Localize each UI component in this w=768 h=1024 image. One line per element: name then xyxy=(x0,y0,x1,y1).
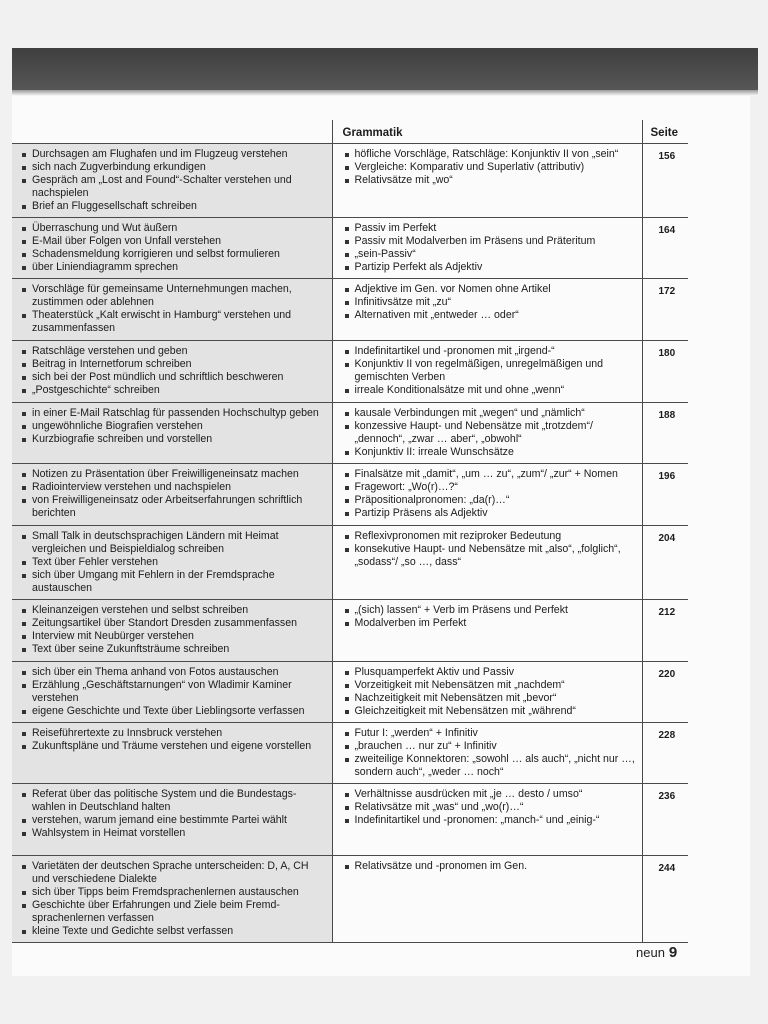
topic-item: Brief an Fluggesellschaft schreiben xyxy=(20,200,328,213)
topic-item: Radiointerview verstehen und nachspielen xyxy=(20,481,328,494)
grammar-item: Konjunktiv II von regelmäßigen, unregelmäßigen und gemischten Verben xyxy=(343,358,638,384)
grammar-item: Modalverben im Perfekt xyxy=(343,617,638,630)
topic-item: Zeitungsartikel über Standort Dresden zusammenfassen xyxy=(20,617,328,630)
table-of-contents xyxy=(12,120,688,943)
grammar-item: Vorzeitigkeit mit Nebensätzen mit „nachdem“ xyxy=(343,679,638,692)
table-header-row xyxy=(12,120,688,144)
table-row xyxy=(12,464,688,526)
grammar-list xyxy=(343,148,638,187)
grammar-item: Infinitivsätze mit „zu“ xyxy=(343,296,638,309)
grammar-item: Nachzeitigkeit mit Nebensätzen mit „bevor“ xyxy=(343,692,638,705)
grammar-list xyxy=(343,788,638,827)
grammar-list xyxy=(343,283,638,322)
topics-list xyxy=(20,788,328,840)
table-row xyxy=(12,341,688,403)
topic-item: Text über Fehler verstehen xyxy=(20,556,328,569)
page-top-shadow xyxy=(12,90,758,96)
topic-item: Varietäten der deutschen Sprache unterscheiden: D, A, CH und verschiedene Dialekte xyxy=(20,860,328,886)
grammar-list xyxy=(343,860,638,873)
topic-item: Gespräch am „Lost and Found“-Schalter verstehen und nachspielen xyxy=(20,174,328,200)
grammar-item: Futur I: „werden“ + Infinitiv xyxy=(343,727,638,740)
topics-list xyxy=(20,222,328,274)
grammar-item: Adjektive im Gen. vor Nomen ohne Artikel xyxy=(343,283,638,296)
page-number-word: neun xyxy=(636,945,665,960)
topic-item: Text über seine Zukunftsträume schreiben xyxy=(20,643,328,656)
topic-item: Kurzbiografie schreiben und vorstellen xyxy=(20,433,328,446)
topic-item: Erzählung „Geschäftstarnungen“ von Wladimir Kaminer verstehen xyxy=(20,679,328,705)
topics-list xyxy=(20,148,328,213)
topic-item: Notizen zu Präsentation über Freiwilligeneinsatz machen xyxy=(20,468,328,481)
table-row xyxy=(12,403,688,464)
grammar-item: Passiv mit Modalverben im Präsens und Präteritum xyxy=(343,235,638,248)
topics-list xyxy=(20,727,328,753)
grammar-item: Relativsätze mit „was“ und „wo(r)…“ xyxy=(343,801,638,814)
grammar-item: „(sich) lassen“ + Verb im Präsens und Perfekt xyxy=(343,604,638,617)
topics-cell xyxy=(12,279,332,341)
page-number-cell: 236 xyxy=(642,784,688,856)
grammar-cell xyxy=(332,218,642,279)
grammar-item: konsekutive Haupt- und Nebensätze mit „also“, „folglich“, „sodass“/ „so …, dass“ xyxy=(343,543,638,569)
header-page: Seite xyxy=(642,120,688,144)
topic-item: Geschichte über Erfahrungen und Ziele beim Fremd-sprachenlernen verfassen xyxy=(20,899,328,925)
grammar-cell xyxy=(332,856,642,943)
grammar-item: Fragewort: „Wo(r)…?“ xyxy=(343,481,638,494)
topic-item: Zukunftspläne und Träume verstehen und eigene vorstellen xyxy=(20,740,328,753)
grammar-item: Vergleiche: Komparativ und Superlativ (attributiv) xyxy=(343,161,638,174)
grammar-item: Indefinitartikel und -pronomen mit „irgend-“ xyxy=(343,345,638,358)
grammar-cell xyxy=(332,723,642,784)
grammar-list xyxy=(343,345,638,397)
page-number-cell: 220 xyxy=(642,662,688,723)
grammar-list xyxy=(343,407,638,459)
topic-item: Referat über das politische System und die Bundestags-wahlen in Deutschland halten xyxy=(20,788,328,814)
table-body xyxy=(12,144,688,943)
topic-item: sich über Umgang mit Fehlern in der Fremdsprache austauschen xyxy=(20,569,328,595)
grammar-cell xyxy=(332,341,642,403)
grammar-cell xyxy=(332,144,642,218)
page-number-cell: 188 xyxy=(642,403,688,464)
topic-item: sich nach Zugverbindung erkundigen xyxy=(20,161,328,174)
grammar-cell xyxy=(332,784,642,856)
grammar-list xyxy=(343,604,638,630)
page-number: 9 xyxy=(668,944,678,961)
topics-cell xyxy=(12,723,332,784)
topic-item: über Liniendiagramm sprechen xyxy=(20,261,328,274)
grammar-item: Passiv im Perfekt xyxy=(343,222,638,235)
grammar-item: Partizip Präsens als Adjektiv xyxy=(343,507,638,520)
topic-item: Beitrag in Internetforum schreiben xyxy=(20,358,328,371)
topics-cell xyxy=(12,600,332,662)
table-row xyxy=(12,856,688,943)
topic-item: ungewöhnliche Biografien verstehen xyxy=(20,420,328,433)
topics-list xyxy=(20,604,328,656)
topic-item: Kleinanzeigen verstehen und selbst schreiben xyxy=(20,604,328,617)
topic-item: Schadensmeldung korrigieren und selbst formulieren xyxy=(20,248,328,261)
grammar-item: Alternativen mit „entweder … oder“ xyxy=(343,309,638,322)
topic-item: Wahlsystem in Heimat vorstellen xyxy=(20,827,328,840)
topic-item: eigene Geschichte und Texte über Lieblingsorte verfassen xyxy=(20,705,328,718)
topics-cell xyxy=(12,144,332,218)
topic-item: Theaterstück „Kalt erwischt in Hamburg“ verstehen und zusammenfassen xyxy=(20,309,328,335)
topic-item: kleine Texte und Gedichte selbst verfassen xyxy=(20,925,328,938)
topic-item: Reiseführertexte zu Innsbruck verstehen xyxy=(20,727,328,740)
topics-list xyxy=(20,345,328,397)
grammar-item: Indefinitartikel und -pronomen: „manch-“ und „einig-“ xyxy=(343,814,638,827)
topics-list xyxy=(20,530,328,595)
topic-item: sich über Tipps beim Fremdsprachenlernen austauschen xyxy=(20,886,328,899)
topics-cell xyxy=(12,218,332,279)
topic-item: Vorschläge für gemeinsame Unternehmungen machen, zustimmen oder ablehnen xyxy=(20,283,328,309)
grammar-item: Verhältnisse ausdrücken mit „je … desto / umso“ xyxy=(343,788,638,801)
table-row xyxy=(12,600,688,662)
grammar-item: irreale Konditionalsätze mit und ohne „wenn“ xyxy=(343,384,638,397)
grammar-item: Präpositionalpronomen: „da(r)…“ xyxy=(343,494,638,507)
grammar-cell xyxy=(332,464,642,526)
topics-cell xyxy=(12,526,332,600)
header-grammar: Grammatik xyxy=(332,120,642,144)
topics-cell xyxy=(12,341,332,403)
grammar-item: kausale Verbindungen mit „wegen“ und „nämlich“ xyxy=(343,407,638,420)
topics-list xyxy=(20,468,328,520)
grammar-list xyxy=(343,468,638,520)
page-number-cell: 204 xyxy=(642,526,688,600)
topic-item: Durchsagen am Flughafen und im Flugzeug verstehen xyxy=(20,148,328,161)
grammar-list xyxy=(343,727,638,779)
grammar-item: Finalsätze mit „damit“, „um … zu“, „zum“/ „zur“ + Nomen xyxy=(343,468,638,481)
grammar-cell xyxy=(332,403,642,464)
grammar-item: höfliche Vorschläge, Ratschläge: Konjunktiv II von „sein“ xyxy=(343,148,638,161)
grammar-list xyxy=(343,222,638,274)
topic-item: „Postgeschichte“ schreiben xyxy=(20,384,328,397)
grammar-item: „brauchen … nur zu“ + Infinitiv xyxy=(343,740,638,753)
table-row xyxy=(12,526,688,600)
page-top-band xyxy=(12,48,758,90)
grammar-item: Konjunktiv II: irreale Wunschsätze xyxy=(343,446,638,459)
topic-item: Ratschläge verstehen und geben xyxy=(20,345,328,358)
topic-item: sich über ein Thema anhand von Fotos austauschen xyxy=(20,666,328,679)
grammar-cell xyxy=(332,526,642,600)
topic-item: in einer E-Mail Ratschlag für passenden Hochschultyp geben xyxy=(20,407,328,420)
topic-item: verstehen, warum jemand eine bestimmte Partei wählt xyxy=(20,814,328,827)
topics-list xyxy=(20,407,328,446)
page-number-cell: 164 xyxy=(642,218,688,279)
topic-item: Überraschung und Wut äußern xyxy=(20,222,328,235)
grammar-item: Gleichzeitigkeit mit Nebensätzen mit „während“ xyxy=(343,705,638,718)
topics-list xyxy=(20,283,328,335)
table-row xyxy=(12,784,688,856)
grammar-item: Plusquamperfekt Aktiv und Passiv xyxy=(343,666,638,679)
topics-cell xyxy=(12,403,332,464)
grammar-cell xyxy=(332,662,642,723)
page-number-cell: 212 xyxy=(642,600,688,662)
topic-item: von Freiwilligeneinsatz oder Arbeitserfahrungen schriftlich berichten xyxy=(20,494,328,520)
grammar-cell xyxy=(332,600,642,662)
table-row xyxy=(12,662,688,723)
topics-cell xyxy=(12,464,332,526)
topic-item: Interview mit Neubürger verstehen xyxy=(20,630,328,643)
grammar-item: Relativsätze und -pronomen im Gen. xyxy=(343,860,638,873)
table-row xyxy=(12,144,688,218)
page-number-cell: 172 xyxy=(642,279,688,341)
page-number-cell: 244 xyxy=(642,856,688,943)
page-number-cell: 156 xyxy=(642,144,688,218)
page-footer xyxy=(636,944,677,961)
topic-item: sich bei der Post mündlich und schriftlich beschweren xyxy=(20,371,328,384)
page-number-cell: 228 xyxy=(642,723,688,784)
grammar-item: „sein-Passiv“ xyxy=(343,248,638,261)
page-number-cell: 180 xyxy=(642,341,688,403)
grammar-item: Reflexivpronomen mit reziproker Bedeutung xyxy=(343,530,638,543)
topics-cell xyxy=(12,784,332,856)
grammar-list xyxy=(343,530,638,569)
topic-item: Small Talk in deutschsprachigen Ländern mit Heimat vergleichen und Beispieldialog schreiben xyxy=(20,530,328,556)
grammar-list xyxy=(343,666,638,718)
topics-cell xyxy=(12,856,332,943)
topics-list xyxy=(20,666,328,718)
header-topics xyxy=(12,120,332,144)
topic-item: E-Mail über Folgen von Unfall verstehen xyxy=(20,235,328,248)
topics-cell xyxy=(12,662,332,723)
topics-list xyxy=(20,860,328,938)
table-row xyxy=(12,723,688,784)
page-number-cell: 196 xyxy=(642,464,688,526)
grammar-item: konzessive Haupt- und Nebensätze mit „trotzdem“/ „dennoch“, „zwar … aber“, „obwohl“ xyxy=(343,420,638,446)
table-row xyxy=(12,218,688,279)
grammar-cell xyxy=(332,279,642,341)
grammar-item: zweiteilige Konnektoren: „sowohl … als auch“, „nicht nur …, sondern auch“, „weder … noch“ xyxy=(343,753,638,779)
table-row xyxy=(12,279,688,341)
grammar-item: Partizip Perfekt als Adjektiv xyxy=(343,261,638,274)
grammar-item: Relativsätze mit „wo“ xyxy=(343,174,638,187)
